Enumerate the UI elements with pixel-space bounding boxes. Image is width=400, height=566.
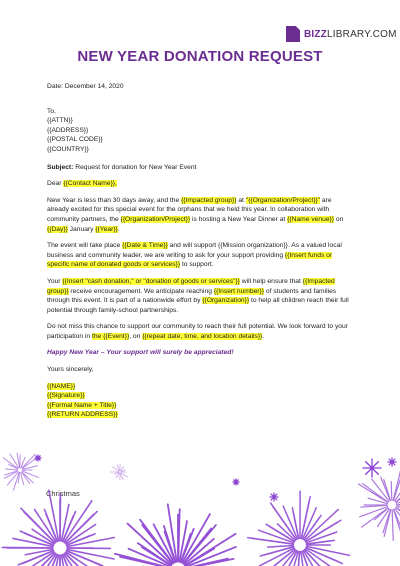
logo-text: BIZZLIBRARY.COM [304,28,397,40]
sparkle-star [35,455,41,461]
letter-body [47,82,352,420]
paragraph-4: Do not miss this chance to support our community to reach their full potential. We look forward to your participation in the {{Event}}, on {{repeat date, time, and location details}}. [47,323,348,340]
attn-field: {{ATTN}} [47,117,73,125]
logo-icon [286,26,300,42]
paragraph-3: Your {{Insert "cash donation," or "donation of goods or services"}} will help ensure that {{Impacted group}} receive encouragement. We anticipate reaching {{Insert number}} of students and families through this event. It is part of a nationwide effort by {{Organization}} to help all children reach their full potential through family-school partnerships. [47,277,349,314]
firework-burst [248,491,350,566]
firework-burst [115,504,241,566]
firework-burst [358,468,400,542]
firework-burst [2,490,114,566]
closing-line: Yours sincerely, [47,366,94,374]
sparkle-star [233,479,239,485]
country-field: {{COUNTRY}} [47,145,89,153]
address-field: {{ADDRESS}} [47,126,89,134]
paragraph-1: New Year is less than 30 days away, and the {{Impacted group}} at "{{Organization/Project}}" are already excited for this special event for the orphans that we held this year. In collaboration with community partners, the {{Organization/Project}} is hosting a New Year Dinner at {{Name venue}} on {{Day}} January {{Year}}. [47,196,344,233]
date-line: Date: December 14, 2020 [47,83,124,90]
salutation: Dear {{Contact Name}}, [47,180,117,188]
page-title: NEW YEAR DONATION REQUEST [77,48,323,65]
firework-burst [3,453,38,490]
sparkle-star [388,458,396,466]
brand-logo [286,26,397,42]
firework-burst [110,464,127,479]
postal-field: {{POSTAL CODE}} [47,136,103,144]
paragraph-2: The event will take place {{Date & Time}} and will support {{Mission organization}}. As a valued local business and community leader, we are writing to ask for your support providing {{Insert funds or specific name of donated goods or services}} to support. [47,242,342,269]
sig-formal: {{Formal Name + Title}} [47,401,117,409]
sparkle-star [270,493,278,501]
sig-return: {{RETURN ADDRESS}} [47,411,118,419]
sig-name: {{NAME}} [47,382,76,390]
christmas-tag: Christmas [46,489,80,498]
sparkle-star [363,459,381,477]
greeting-line: Happy New Year – Your support will surely be appreciated! [47,349,234,357]
subject-line: Subject: Request for donation for New Year Event [47,163,197,171]
signature-block [47,382,352,420]
recipient-block [47,107,352,155]
to-label: To, [47,107,56,115]
sig-signature: {{Signature}} [47,392,85,400]
